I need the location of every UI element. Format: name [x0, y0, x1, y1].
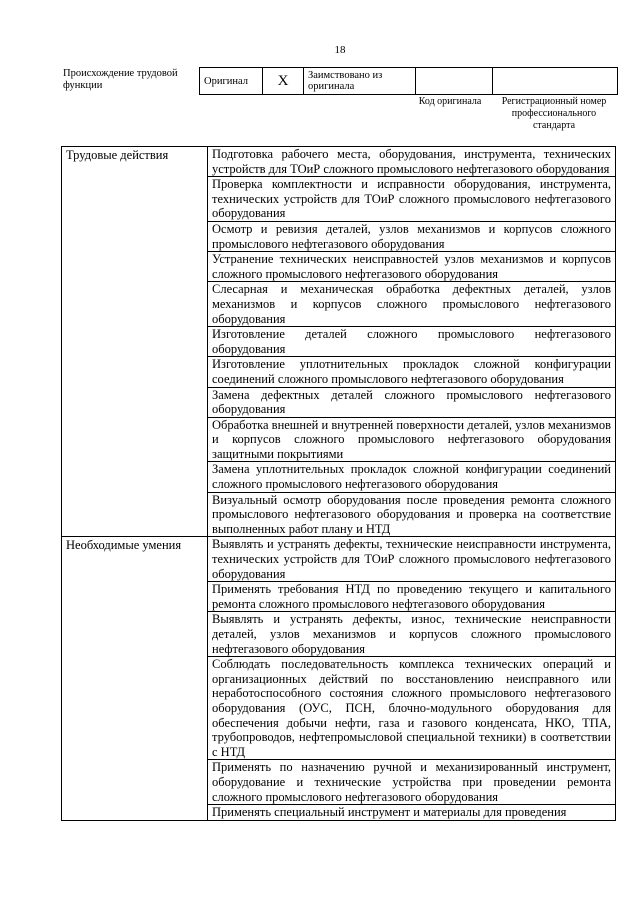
table-cell: Применять специальный инструмент и материалы для проведения: [208, 805, 616, 821]
table-cell: Выявлять и устранять дефекты, износ, технические неисправности деталей, узлов механизмов и корпусов сложного промыслового нефтегазового оборудования: [208, 612, 616, 657]
table-cell: Устранение технических неисправностей узлов механизмов и корпусов сложного промыслового нефтегазового оборудования: [208, 252, 616, 282]
table-cell: Изготовление уплотнительных прокладок сложной конфигурации соединений сложного промыслового нефтегазового оборудования: [208, 357, 616, 387]
reg-number-label: Регистрационный номер профессионального стандарта: [501, 96, 607, 131]
table-row: [62, 537, 616, 582]
section-title: Трудовые действия: [62, 147, 208, 537]
table-cell: Осмотр и ревизия деталей, узлов механизмов и корпусов сложного промыслового нефтегазового оборудования: [208, 221, 616, 251]
table-cell: Замена уплотнительных прокладок сложной конфигурации соединений сложного промыслового нефтегазового оборудования: [208, 462, 616, 492]
table-cell: Замена дефектных деталей сложного промыслового нефтегазового оборудования: [208, 387, 616, 417]
table-cell: Применять требования НТД по проведению текущего и капитального ремонта сложного промыслового нефтегазового оборудования: [208, 582, 616, 612]
table-cell: Выявлять и устранять дефекты, технические неисправности инструмента, технических устройств для ТОиР сложного промыслового нефтегазового оборудования: [208, 537, 616, 582]
table-cell: Применять по назначению ручной и механизированный инструмент, оборудование и технические устройства при проведении ремонта сложного промыслового нефтегазового оборудования: [208, 760, 616, 805]
table-cell: Изготовление деталей сложного промыслового нефтегазового оборудования: [208, 327, 616, 357]
table-cell: Обработка внешней и внутренней поверхности деталей, узлов механизмов и корпусов сложного промыслового нефтегазового оборудования защитными покрытиями: [208, 417, 616, 462]
table-cell: Слесарная и механическая обработка дефектных деталей, узлов механизмов и корпусов сложного промыслового нефтегазового оборудования: [208, 282, 616, 327]
origin-label: Происхождение трудовой функции: [63, 68, 178, 91]
table-cell: Визуальный осмотр оборудования после проведения ремонта сложного промыслового нефтегазового оборудования и проверка на соответствие выполненных работ плану и НТД: [208, 492, 616, 537]
code-label: Код оригинала: [418, 96, 482, 107]
function-table: [61, 146, 616, 821]
borrowed-cell: Заимствовано из оригинала: [304, 68, 416, 95]
table-cell: Проверка комплектности и исправности оборудования, инструмента, технических устройств для ТОиР сложного промыслового нефтегазового оборудования: [208, 177, 616, 222]
table-cell: Соблюдать последовательность комплекса технических операций и организационных действий по восстановлению неисправного или неработоспособного состояния сложного промыслового нефтегазового оборудования (ОУС, ПСН, блочно-модульного оборудования для обеспечения добычи нефти, газа и газового конденсата, НКО, ТПА, трубопроводов, нефтепромысловой специальной техники) в соответствии с НТД: [208, 657, 616, 760]
original-mark: X: [263, 68, 304, 95]
page-number: 18: [334, 44, 346, 56]
table-cell: Подготовка рабочего места, оборудования, инструмента, технических устройств для ТОиР сложного промыслового нефтегазового оборудования: [208, 147, 616, 177]
original-cell: Оригинал: [200, 68, 263, 95]
table-row: [62, 147, 616, 177]
section-title: Необходимые умения: [62, 537, 208, 820]
